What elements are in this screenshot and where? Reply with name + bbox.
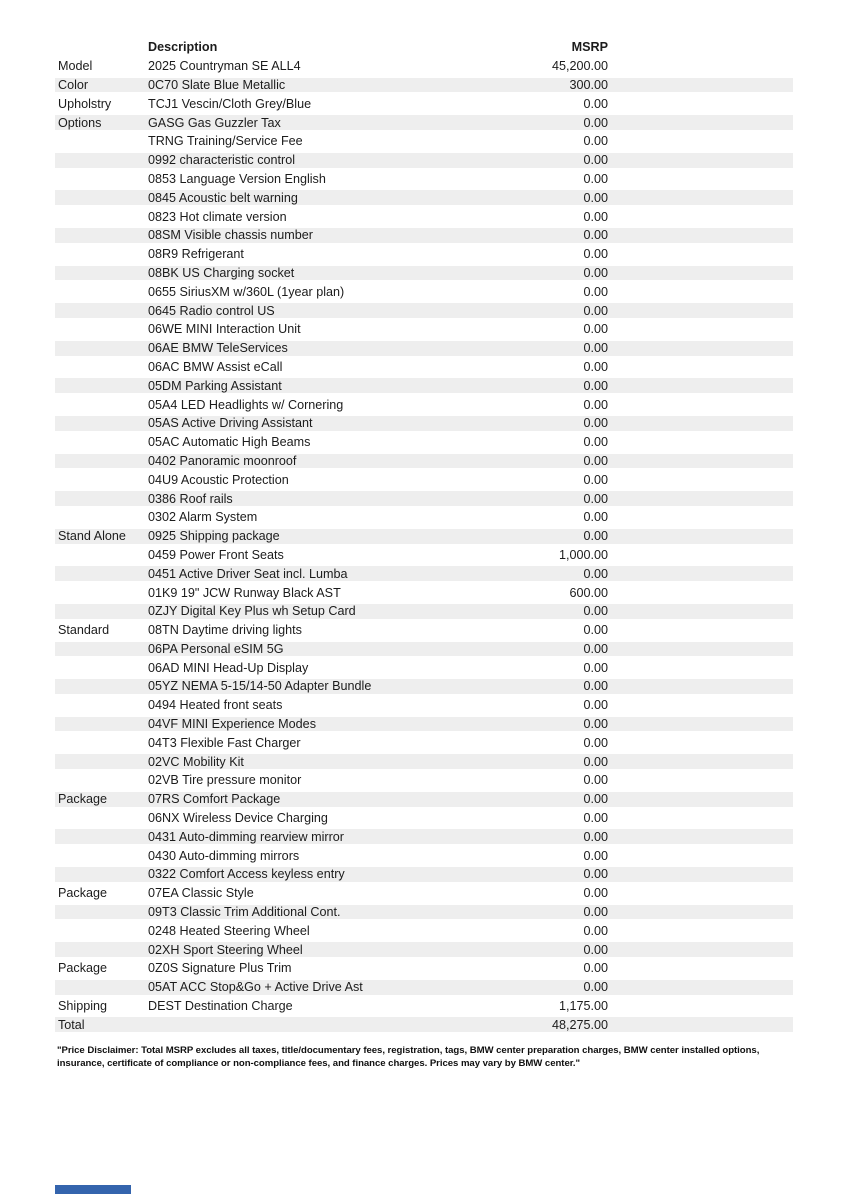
row-msrp: 0.00 [583,754,608,769]
row-msrp: 0.00 [583,735,608,750]
row-msrp: 0.00 [583,529,608,544]
table-row [55,282,793,301]
row-msrp: 0.00 [583,961,608,976]
table-row [55,733,793,752]
table-row [55,677,793,696]
table-row [55,715,793,734]
row-description: 0430 Auto-dimming mirrors [148,848,300,863]
row-description: 0925 Shipping package [148,529,280,544]
row-description: 05AS Active Driving Assistant [148,416,313,431]
table-row [55,921,793,940]
table-row [55,997,793,1016]
table-row [55,621,793,640]
row-description: 0845 Acoustic belt warning [148,190,298,205]
row-description: 2025 Countryman SE ALL4 [148,59,301,74]
row-description: 08R9 Refrigerant [148,247,244,262]
row-description: GASG Gas Guzzler Tax [148,115,281,130]
table-row [55,226,793,245]
row-msrp: 1,000.00 [558,547,608,562]
row-msrp: 0.00 [583,698,608,713]
row-msrp: 0.00 [583,265,608,280]
row-description: 06WE MINI Interaction Unit [148,322,301,337]
row-description: 06AD MINI Head-Up Display [148,660,309,675]
table-row [55,452,793,471]
table-row [55,301,793,320]
table-row [55,602,793,621]
description-column-header: Description [148,40,218,55]
row-msrp: 1,175.00 [558,999,608,1014]
row-msrp: 600.00 [569,585,608,600]
table-row [55,658,793,677]
row-description: 0494 Heated front seats [148,698,283,713]
row-category: Total [58,1017,85,1032]
table-row [55,940,793,959]
msrp-column-header: MSRP [571,40,608,55]
table-row [55,320,793,339]
table-row [55,809,793,828]
table-row [55,527,793,546]
row-description: 0645 Radio control US [148,303,275,318]
row-msrp: 0.00 [583,905,608,920]
table-row [55,433,793,452]
row-msrp: 0.00 [583,942,608,957]
row-description: 06AE BMW TeleServices [148,341,288,356]
table-row [55,640,793,659]
row-category: Stand Alone [58,529,126,544]
table-row [55,395,793,414]
row-msrp: 0.00 [583,341,608,356]
row-msrp: 0.00 [583,886,608,901]
row-msrp: 0.00 [583,472,608,487]
row-msrp: 0.00 [583,284,608,299]
row-msrp: 0.00 [583,773,608,788]
row-msrp: 0.00 [583,435,608,450]
table-row [55,358,793,377]
row-description: 0451 Active Driver Seat incl. Lumba [148,566,348,581]
row-description: 0386 Roof rails [148,491,233,506]
row-description: 08BK US Charging socket [148,265,295,280]
row-msrp: 0.00 [583,190,608,205]
table-row [55,207,793,226]
row-msrp: 0.00 [583,303,608,318]
row-description: 0431 Auto-dimming rearview mirror [148,829,344,844]
row-msrp: 0.00 [583,848,608,863]
row-msrp: 0.00 [583,491,608,506]
row-msrp: 0.00 [583,378,608,393]
row-msrp: 0.00 [583,153,608,168]
row-msrp: 0.00 [583,811,608,826]
table-row [55,57,793,76]
row-description: 0853 Language Version English [148,171,326,186]
row-msrp: 45,200.00 [551,59,608,74]
row-description: 05A4 LED Headlights w/ Cornering [148,397,344,412]
row-msrp: 0.00 [583,717,608,732]
table-row [55,865,793,884]
row-description: 0C70 Slate Blue Metallic [148,77,286,92]
row-description: 0302 Alarm System [148,510,258,525]
table-row [55,151,793,170]
row-description: 08SM Visible chassis number [148,228,313,243]
row-description: 07EA Classic Style [148,886,254,901]
row-category: Package [58,961,108,976]
row-description: 0Z0S Signature Plus Trim [148,961,292,976]
row-description: 09T3 Classic Trim Additional Cont. [148,905,341,920]
row-description: 0655 SiriusXM w/360L (1year plan) [148,284,345,299]
row-category: Color [58,77,89,92]
table-row [55,978,793,997]
table-row [55,470,793,489]
row-msrp: 0.00 [583,228,608,243]
row-msrp: 0.00 [583,923,608,938]
table-row [55,94,793,113]
row-msrp: 0.00 [583,171,608,186]
row-category: Options [58,115,102,130]
row-msrp: 0.00 [583,397,608,412]
table-row [55,583,793,602]
row-description: 0992 characteristic control [148,153,295,168]
table-row [55,376,793,395]
row-msrp: 0.00 [583,510,608,525]
row-description: 02XH Sport Steering Wheel [148,942,303,957]
row-description: 05YZ NEMA 5-15/14-50 Adapter Bundle [148,679,372,694]
row-msrp: 0.00 [583,247,608,262]
row-category: Upholstry [58,96,112,111]
row-msrp: 0.00 [583,416,608,431]
row-category: Standard [58,623,110,638]
row-description: 0322 Comfort Access keyless entry [148,867,345,882]
row-category: Shipping [58,999,108,1014]
row-description: 0459 Power Front Seats [148,547,284,562]
price-table [55,38,793,1034]
row-msrp: 0.00 [583,623,608,638]
row-description: 05AC Automatic High Beams [148,435,311,450]
row-msrp: 0.00 [583,679,608,694]
row-msrp: 0.00 [583,134,608,149]
row-category: Package [58,792,108,807]
row-description: 02VC Mobility Kit [148,754,244,769]
row-description: TRNG Training/Service Fee [148,134,303,149]
table-row [55,508,793,527]
row-description: 05DM Parking Assistant [148,378,282,393]
row-description: 0823 Hot climate version [148,209,287,224]
table-row [55,414,793,433]
table-header-row [55,38,793,57]
row-msrp: 48,275.00 [551,1017,608,1032]
row-description: 04U9 Acoustic Protection [148,472,289,487]
table-row [55,564,793,583]
table-row [55,752,793,771]
price-disclaimer: "Price Disclaimer: Total MSRP excludes all taxes, title/documentary fees, registration, tags, BMW center preparation charges, BMW center installed options, insurance, certificate of compliance or non-compliance fees, and finance charges. Prices may vary by BMW center." [57,1045,760,1069]
table-row [55,1015,793,1034]
table-row [55,696,793,715]
row-description: 02VB Tire pressure monitor [148,773,302,788]
table-row [55,790,793,809]
row-msrp: 0.00 [583,453,608,468]
row-description: 05AT ACC Stop&Go + Active Drive Ast [148,980,363,995]
table-row [55,884,793,903]
table-row [55,959,793,978]
table-row [55,771,793,790]
footer-blue-bar [55,1185,131,1194]
row-msrp: 0.00 [583,604,608,619]
row-category: Package [58,886,108,901]
table-row [55,113,793,132]
row-description: 04VF MINI Experience Modes [148,717,316,732]
row-description: 01K9 19" JCW Runway Black AST [148,585,341,600]
row-msrp: 0.00 [583,867,608,882]
table-row [55,339,793,358]
row-msrp: 0.00 [583,660,608,675]
row-msrp: 0.00 [583,322,608,337]
table-row [55,76,793,95]
table-row [55,188,793,207]
row-msrp: 0.00 [583,115,608,130]
table-row [55,132,793,151]
table-row [55,245,793,264]
table-row [55,546,793,565]
row-description: 07RS Comfort Package [148,792,281,807]
row-description: 06AC BMW Assist eCall [148,359,283,374]
table-row [55,827,793,846]
row-msrp: 0.00 [583,792,608,807]
table-row [55,489,793,508]
row-description: 0ZJY Digital Key Plus wh Setup Card [148,604,356,619]
row-description: 0402 Panoramic moonroof [148,453,297,468]
row-msrp: 0.00 [583,566,608,581]
row-msrp: 0.00 [583,829,608,844]
row-category: Model [58,59,93,74]
row-description: 04T3 Flexible Fast Charger [148,735,301,750]
row-msrp: 0.00 [583,359,608,374]
table-row [55,846,793,865]
row-description: 06NX Wireless Device Charging [148,811,328,826]
row-description: 0248 Heated Steering Wheel [148,923,310,938]
row-msrp: 0.00 [583,980,608,995]
row-description: TCJ1 Vescin/Cloth Grey/Blue [148,96,312,111]
row-description: 06PA Personal eSIM 5G [148,641,284,656]
row-description: DEST Destination Charge [148,999,293,1014]
row-msrp: 0.00 [583,641,608,656]
row-msrp: 300.00 [569,77,608,92]
row-msrp: 0.00 [583,96,608,111]
table-row [55,903,793,922]
row-description: 08TN Daytime driving lights [148,623,302,638]
table-row [55,264,793,283]
row-msrp: 0.00 [583,209,608,224]
table-row [55,170,793,189]
